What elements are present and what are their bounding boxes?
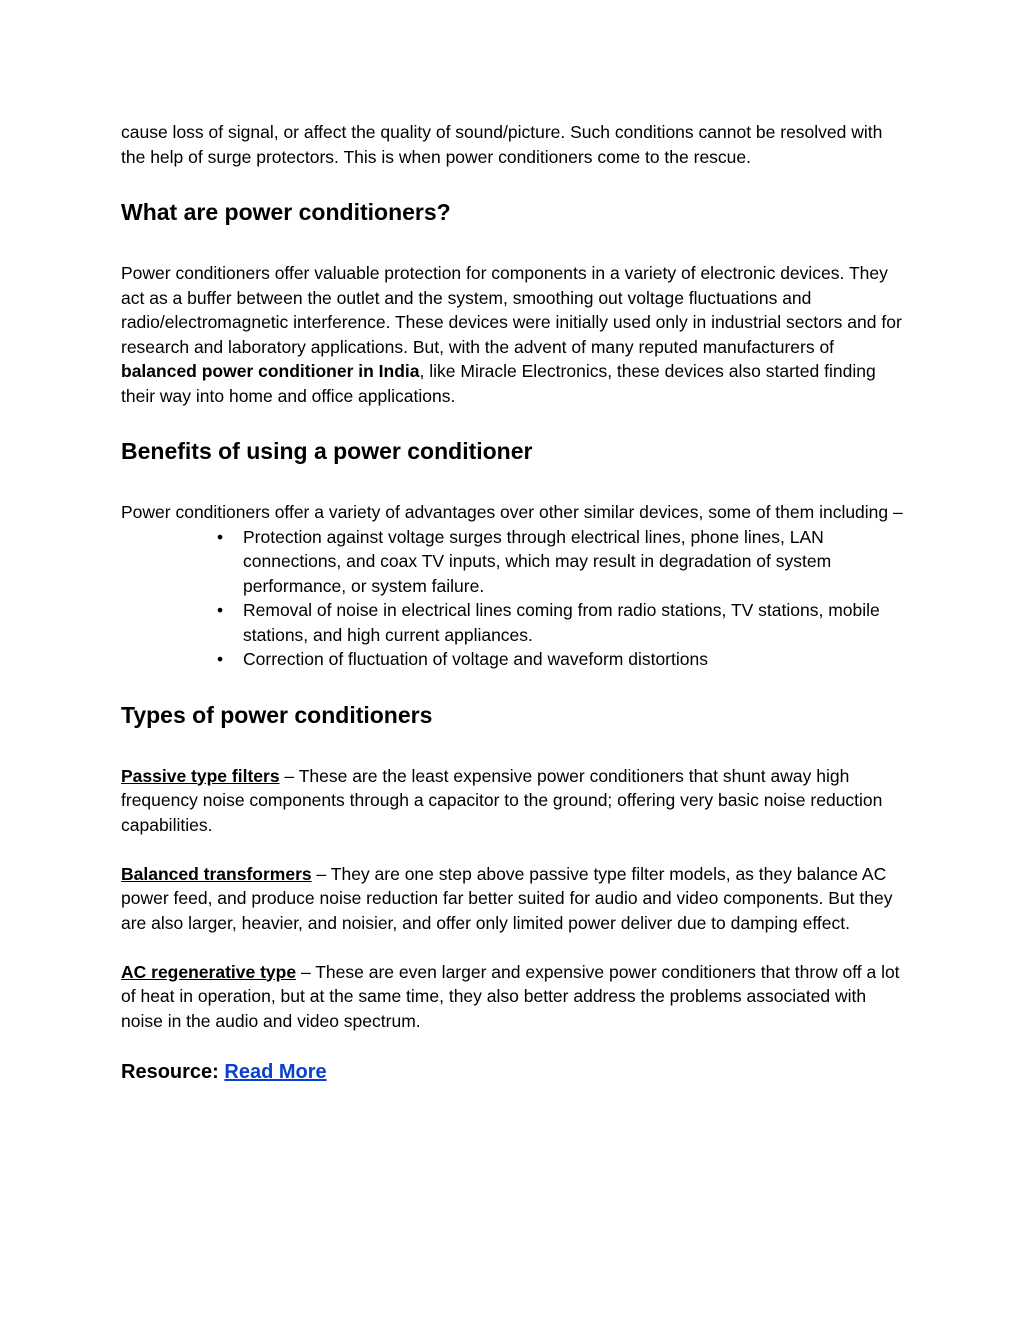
benefits-list-item: • Correction of fluctuation of voltage and waveform distortions (243, 647, 911, 672)
type-text-regenerative: – These are even larger and expensive power conditioners that throw off a lot of heat in operation, but at the same time, they also better address the problems associated with noise in the audio and video spectrum. (121, 961, 900, 1031)
intro-paragraph: cause loss of signal, or affect the quality of sound/picture. Such conditions cannot be resolved with the help of surge protectors. This is when power conditioners come to the rescue. (121, 122, 883, 167)
type-term-balanced: Balanced transformers (121, 863, 312, 884)
type-term-regenerative: AC regenerative type (121, 961, 297, 982)
what-text-after: , like Miracle Electronics, these devices also started finding their way into home and office applications. (121, 361, 876, 406)
type-paragraph-balanced (121, 862, 911, 936)
type-paragraph-regenerative (121, 960, 911, 1034)
resource-label: Resource: (121, 1060, 225, 1083)
heading-benefits: Benefits of using a power conditioner (121, 438, 533, 464)
benefits-list (121, 525, 911, 672)
type-term-passive: Passive type filters (121, 765, 280, 786)
type-text-passive: – These are the least expensive power conditioners that shunt away high frequency noise components through a capacitor to the ground; offering very basic noise reduction capabilities. (121, 765, 883, 835)
type-text-balanced: – They are one step above passive type filter models, as they balance AC power feed, and produce noise reduction far better suited for audio and video components. But they are also larger, heavier, and noisier, and offer only limited power deliver due to damping effect. (121, 863, 893, 933)
heading-what-are-power-conditioners: What are power conditioners? (121, 199, 451, 225)
heading-types: Types of power conditioners (121, 701, 433, 728)
read-more-link[interactable]: Read More (224, 1060, 327, 1083)
type-paragraph-passive (121, 764, 911, 838)
document-page (121, 120, 911, 1086)
what-paragraph (121, 261, 911, 408)
benefits-lead-paragraph: Power conditioners offer a variety of advantages over other similar devices, some of them including – (121, 502, 903, 522)
benefits-list-item: • Protection against voltage surges through electrical lines, phone lines, LAN connections, and coax TV inputs, which may result in degradation of system performance, or system failure. (243, 525, 911, 599)
resource-line (121, 1058, 911, 1086)
what-bold-phrase: balanced power conditioner in India (121, 361, 420, 381)
benefits-list-item: • Removal of noise in electrical lines coming from radio stations, TV stations, mobile stations, and high current appliances. (243, 598, 911, 647)
what-text-before: Power conditioners offer valuable protection for components in a variety of electronic devices. They act as a buffer between the outlet and the system, smoothing out voltage fluctuations and radio/electromagnetic interference. These devices were initially used only in industrial sectors and for research and laboratory applications. But, with the advent of many reputed manufacturers of (121, 263, 902, 357)
